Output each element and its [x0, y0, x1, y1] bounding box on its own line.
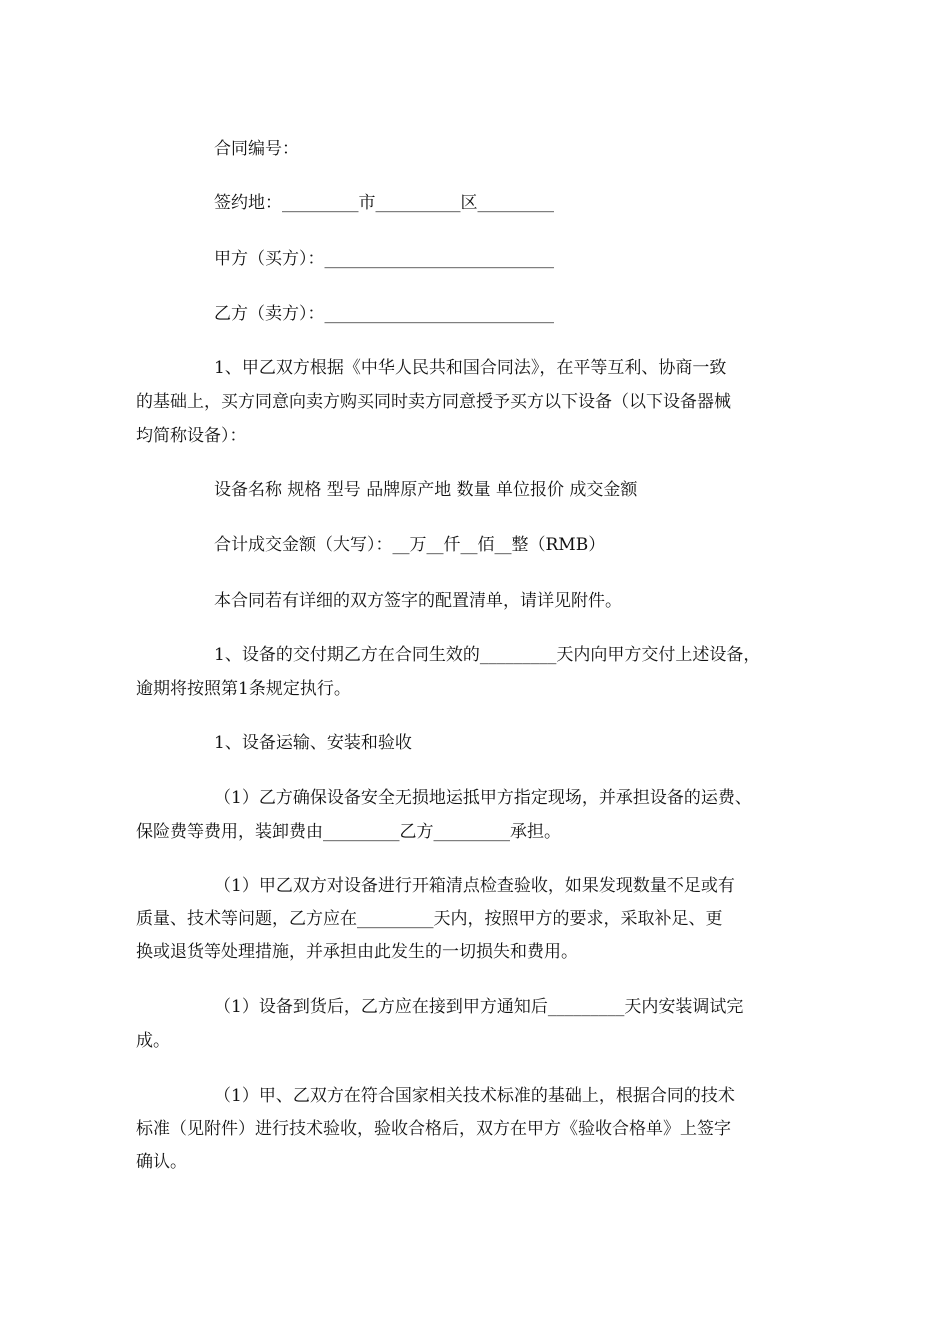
item2-line3: 换或退货等处理措施，并承担由此发生的一切损失和费用。 [136, 942, 578, 962]
signing-place-line: 签约地：_________市__________区_________ [214, 193, 554, 213]
item4-line2: 标准（见附件）进行技术验收，验收合格后，双方在甲方《验收合格单》上签字 [136, 1119, 731, 1139]
delivery-line1: 1、设备的交付期乙方在合同生效的_________天内向甲方交付上述设备， [214, 645, 761, 665]
party-a-line: 甲方（买方）：___________________________ [214, 249, 554, 269]
delivery-line2: 逾期将按照第1条规定执行。 [136, 679, 351, 699]
clause1-line2: 的基础上，买方同意向卖方购买同时卖方同意授予买方以下设备（以下设备器械 [136, 392, 731, 412]
total-amount-line: 合计成交金额（大写）：__万__仟__佰__整（RMB） [214, 535, 606, 555]
attachment-note: 本合同若有详细的双方签字的配置清单，请详见附件。 [214, 591, 622, 611]
item3-line2: 成。 [136, 1031, 170, 1051]
equipment-table-header: 设备名称 规格 型号 品牌原产地 数量 单位报价 成交金额 [214, 480, 638, 500]
item3-line1: （1）设备到货后，乙方应在接到甲方通知后_________天内安装调试完 [214, 997, 744, 1017]
item4-line1: （1）甲、乙双方在符合国家相关技术标准的基础上，根据合同的技术 [214, 1086, 735, 1106]
clause1-line3: 均简称设备）： [136, 426, 247, 446]
item4-line3: 确认。 [136, 1152, 187, 1172]
item1-line2: 保险费等费用，装卸费由_________乙方_________承担。 [136, 822, 561, 842]
contract-number-label: 合同编号： [214, 139, 299, 159]
item2-line2: 质量、技术等问题，乙方应在_________天内，按照甲方的要求，采取补足、更 [136, 909, 723, 929]
item2-line1: （1）甲乙双方对设备进行开箱清点检查验收，如果发现数量不足或有 [214, 876, 735, 896]
transport-section-title: 1、设备运输、安装和验收 [214, 733, 412, 753]
party-b-line: 乙方（卖方）：___________________________ [214, 304, 554, 324]
item1-line1: （1）乙方确保设备安全无损地运抵甲方指定现场，并承担设备的运费、 [214, 788, 752, 808]
clause1-line1: 1、甲乙双方根据《中华人民共和国合同法》，在平等互利、协商一致 [214, 358, 727, 378]
